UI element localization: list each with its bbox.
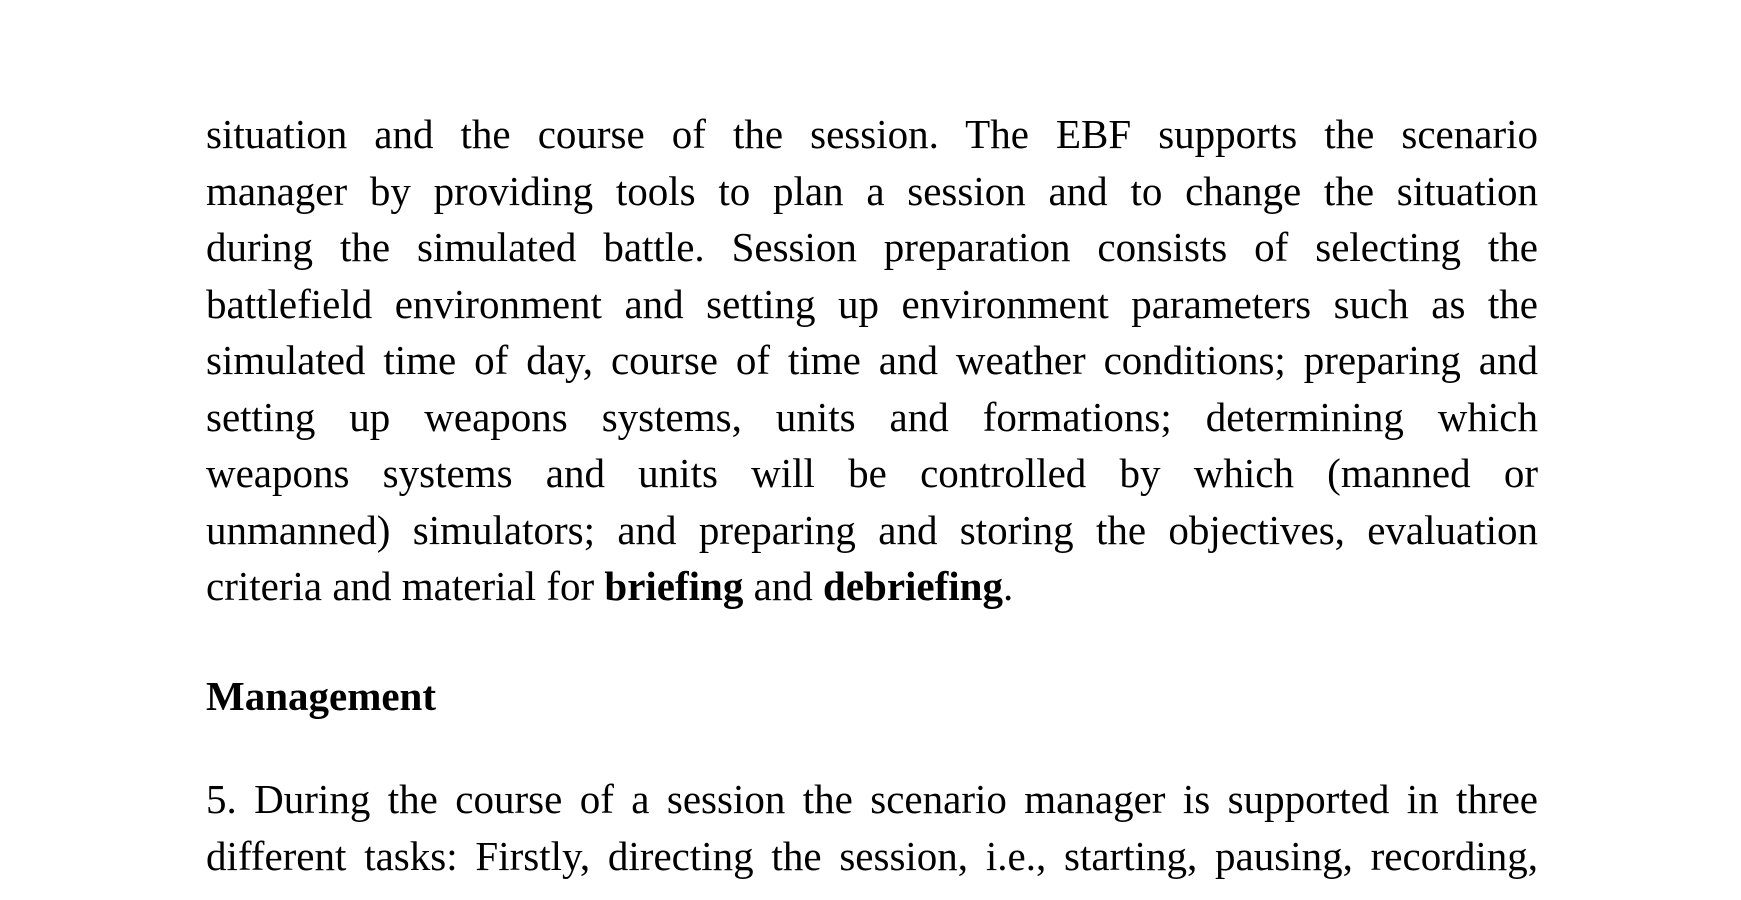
body-paragraph — [206, 106, 1538, 615]
paragraph-line: unmanned) simulators; and preparing and storing the objectives, evaluation — [206, 506, 1538, 553]
paragraph-last-line — [206, 558, 1538, 615]
paragraph-line: setting up weapons systems, units and formations; determining which — [206, 393, 1538, 440]
paragraph-line: battlefield environment and setting up environment parameters such as the — [206, 280, 1538, 327]
last-line-prefix: criteria and material for — [206, 563, 605, 609]
paragraph-line: situation and the course of the session. The EBF supports the scenario — [206, 111, 1538, 157]
paragraph-line: manager by providing tools to plan a session and to change the situation — [206, 167, 1538, 214]
paragraph-line: weapons systems and units will be controlled by which (manned or — [206, 450, 1538, 496]
paragraph-line: different tasks: Firstly, directing the session, i.e., starting, pausing, recording, — [206, 832, 1538, 879]
paragraph-line: simulated time of day, course of time and weather conditions; preparing and — [206, 337, 1538, 383]
last-line-middle: and — [743, 563, 824, 609]
term-debriefing: debriefing — [823, 563, 1003, 609]
term-briefing: briefing — [604, 563, 744, 609]
section-heading: Management — [206, 673, 437, 719]
paragraph-line: during the simulated battle. Session preparation consists of selecting the — [206, 224, 1538, 270]
last-line-suffix: . — [1002, 563, 1014, 609]
paragraph-line: 5. During the course of a session the scenario manager is supported in three — [206, 776, 1538, 822]
body-paragraph-numbered — [206, 771, 1538, 884]
